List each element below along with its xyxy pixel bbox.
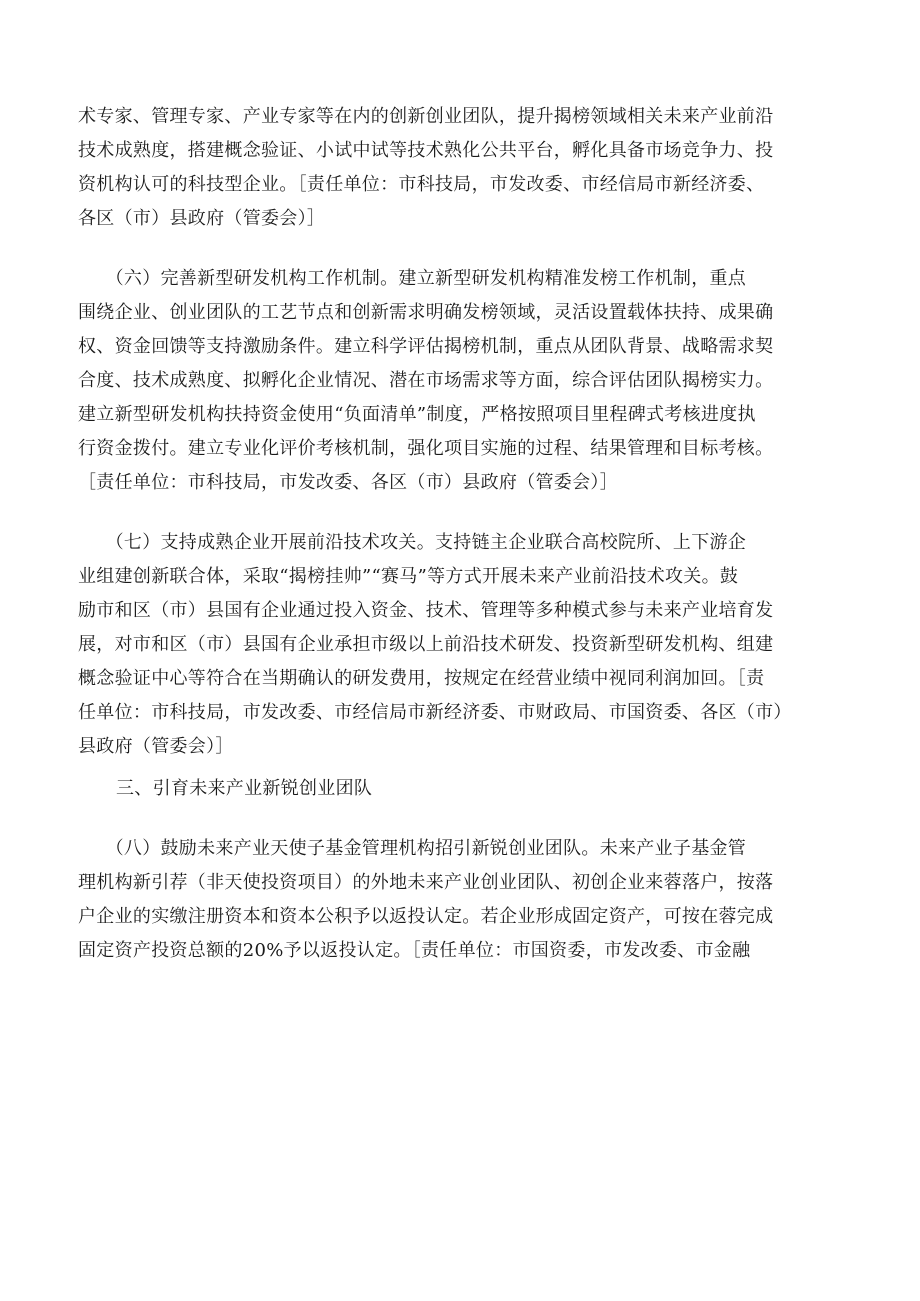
paragraph-spacer bbox=[78, 236, 842, 262]
text-line: （七）支持成熟企业开展前沿技术攻关。支持链主企业联合高校院所、上下游企 bbox=[78, 532, 747, 553]
text-line: 行资金拨付。建立专业化评价考核机制，强化项目实施的过程、结果管理和目标考核。 bbox=[78, 438, 774, 459]
text-line: 户企业的实缴注册资本和资本公积予以返投认定。若企业形成固定资产，可按在蓉完成 bbox=[78, 906, 774, 927]
text-line: 围绕企业、创业团队的工艺节点和创新需求明确发榜领域，灵活设置载体扶持、成果确 bbox=[78, 302, 774, 323]
paragraph-spacer bbox=[78, 764, 842, 772]
text-line: 合度、技术成熟度、拟孵化企业情况、潜在市场需求等方面，综合评估团队揭榜实力。 bbox=[78, 370, 774, 391]
text-line: ［责任单位：市科技局，市发改委、各区（市）县政府（管委会）］ bbox=[78, 472, 618, 493]
text-line: 励市和区（市）县国有企业通过投入资金、技术、管理等多种模式参与未来产业培育发 bbox=[78, 600, 774, 621]
text-line: 理机构新引荐（非天使投资项目）的外地未来产业创业团队、初创企业来蓉落户，按落 bbox=[78, 872, 774, 893]
text-line: 业组建创新联合体，采取“揭榜挂帅”“赛马”等方式开展未来产业前沿技术攻关。鼓 bbox=[78, 566, 739, 587]
text-line: 建立新型研发机构扶持资金使用“负面清单”制度，严格按照项目里程碑式考核进度执 bbox=[78, 404, 756, 425]
text-line: 任单位：市科技局，市发改委、市经信局市新经济委、市财政局、市国资委、各区（市） bbox=[78, 702, 792, 723]
text-line: （八）鼓励未来产业天使子基金管理机构招引新锐创业团队。未来产业子基金管 bbox=[78, 838, 747, 859]
text-line: 资机构认可的科技型企业。［责任单位：市科技局，市发改委、市经信局市新经济委、 bbox=[78, 174, 765, 195]
text-line: 术专家、管理专家、产业专家等在内的创新创业团队，提升揭榜领域相关未来产业前沿 bbox=[78, 106, 774, 127]
paragraph-spacer bbox=[78, 500, 842, 526]
section-heading: 三、引育未来产业新锐创业团队 bbox=[116, 778, 373, 799]
paragraph-talent-teams bbox=[78, 100, 842, 236]
text-line: 展，对市和区（市）县国有企业承担市级以上前沿技术研发、投资新型研发机构、组建 bbox=[78, 634, 774, 655]
text-line: 固定资产投资总额的20%予以返投认定。［责任单位：市国资委，市发改委、市金融 bbox=[78, 940, 751, 961]
text-line: 县政府（管委会）］ bbox=[78, 736, 234, 757]
paragraph-item-8 bbox=[78, 832, 842, 968]
text-line: 权、资金回馈等支持激励条件。建立科学评估揭榜机制，重点从团队背景、战略需求契 bbox=[78, 336, 774, 357]
paragraph-item-7 bbox=[78, 526, 842, 764]
document-page bbox=[78, 100, 842, 968]
paragraph-item-6 bbox=[78, 262, 842, 500]
text-line: 各区（市）县政府（管委会）］ bbox=[78, 208, 326, 229]
text-line: （六）完善新型研发机构工作机制。建立新型研发机构精准发榜工作机制，重点 bbox=[78, 268, 747, 289]
text-line: 概念验证中心等符合在当期确认的研发费用，按规定在经营业绩中视同利润加回。［责 bbox=[78, 668, 765, 689]
text-line: 技术成熟度，搭建概念验证、小试中试等技术熟化公共平台，孵化具备市场竞争力、投 bbox=[78, 140, 774, 161]
paragraph-spacer bbox=[78, 806, 842, 832]
